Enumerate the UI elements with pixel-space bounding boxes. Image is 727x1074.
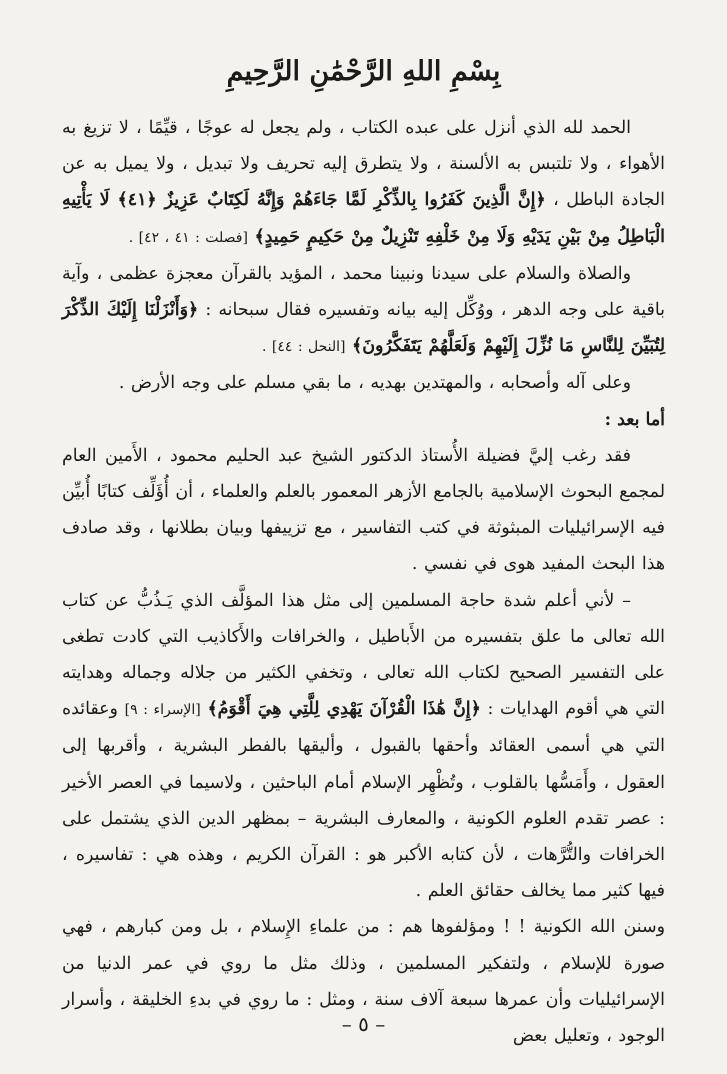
quran-verse-fussilat: ﴿إِنَّ الَّذِينَ كَفَرُوا بِالذِّكْرِ لَمَّا جَاءَهُمْ وَإِنَّهُ لَكِتَابٌ عَزِيزٌ ﴿٤١﴾ لَا يَأْتِيهِ الْبَاطِلُ مِنْ بَيْنِ يَدَيْهِ وَلَا مِنْ خَلْفِهِ تَنْزِيلٌ مِنْ حَكِيمٍ حَمِيدٍ﴾ — [62, 190, 665, 247]
quran-verse-isra: ﴿إِنَّ هَٰذَا الْقُرْآنَ يَهْدِي لِلَّتِي هِيَ أَقْوَمُ﴾ — [207, 699, 481, 720]
basmala-heading: بِسْمِ اللهِ الرَّحْمَٰنِ الرَّحِيمِ — [226, 56, 501, 87]
quran-verse-nahl: ﴿وَأَنْزَلْنَا إِلَيْكَ الذِّكْرَ لِتُبَيِّنَ لِلنَّاسِ مَا نُزِّلَ إِلَيْهِمْ وَلَعَلَّهُمْ يَتَفَكَّرُونَ﴾ — [62, 300, 665, 357]
paragraph-salutation — [62, 256, 665, 366]
reason-text-continued: وعقائده التي هي أسمى العقائد وأحقها بالقبول ، وأليقها بالفطر البشرية ، وأقربها إلى العقول ، وأَمَسُّها بالقلوب ، وتُظْهِر الإسلام أمام الباحثين ، ولاسيما في العصر الأخير : عصر تقدم العلوم الكونية ، والمعارف البشرية – بمظهر الدين الذي يشتمل على الخرافات والتُّرَّهات ، لأن كتابه الأكبر هو : القرآن الكريم ، وهذه هي : تفاسيره ، فيها كثير مما يخالف حقائق العلم . — [62, 699, 665, 902]
page-number: – ٥ – — [341, 1012, 386, 1036]
paragraph-sunan: وسنن الله الكونية ! ! ومؤلفوها هم : من علماءِ الإِسلام ، بل ومن كبارهم ، فهي صورة للإسلام ، ولتفكير المسلمين ، وذلك مثل ما روي في عمر الدنيا من الإسرائيليات وأن عمرها سبعة آلاف سنة ، ومثل : ما روي في بدءِ الخليقة ، وأسرار الوجود ، وتعليل بعض — [62, 917, 665, 1047]
verse-reference-isra: [الإسراء : ٩] — [124, 702, 201, 719]
verse-reference-nahl: [النحل : ٤٤] . — [261, 339, 346, 356]
paragraph-praise — [62, 110, 665, 256]
verse-reference-fussilat: [فصلت : ٤١ ، ٤٢] . — [128, 229, 248, 246]
salutation-text: والصلاة والسلام على سيدنا ونبينا محمد ، المؤيد بالقرآن معجزة عظمى ، وآية باقية على وجه الدهر ، ووُكِّل إليه بيانه وتفسيره فقال سبحانه : — [62, 263, 666, 321]
praise-text: الحمد لله الذي أنزل على عبده الكتاب ، ولم يجعل له عوجًا ، قيِّمًا ، لا تزيغ به الأهواء ، ولا تلتبس به الألسنة ، ولا يتطرق إليه تحريف ولا تبديل ، ولا يميل به عن الجادة الباطل ، — [62, 118, 665, 211]
paragraph-request: فقد رغب إليَّ فضيلة الأُستاذ الدكتور الشيخ عبد الحليم محمود ، الأَمين العام لمجمع البحوث الإسلامية بالجامع الأزهر المعمور بالعلم والعلماء ، أن أُؤَلِّف كتابًا أُبيِّن فيه الإسرائيليات المبثوثة في كتب التفاسير ، مع تزييفها وبيان بطلانها ، وقد صادف هذا البحث المفيد هوى في نفسي . — [62, 445, 665, 575]
reason-text: – لأني أعلم شدة حاجة المسلمين إلى مثل هذا المؤلَّف الذي يَـذُبُّ عن كتاب الله تعالى ما علق بتفسيره من الأَباطيل ، والخرافات والأَكاذيب التي كادت تطغى على التفسير الصحيح لكتاب الله تعالى ، وتخفي الكثير من جلاله وجماله وهدايته التي هي أقوم الهدايات : — [62, 590, 666, 720]
section-heading: أما بعد : — [604, 409, 665, 430]
paragraph-family: وعلى آله وأصحابه ، والمهتدين بهديه ، ما بقي مسلم على وجه الأرض . — [118, 373, 631, 394]
paragraph-reason — [62, 583, 665, 910]
